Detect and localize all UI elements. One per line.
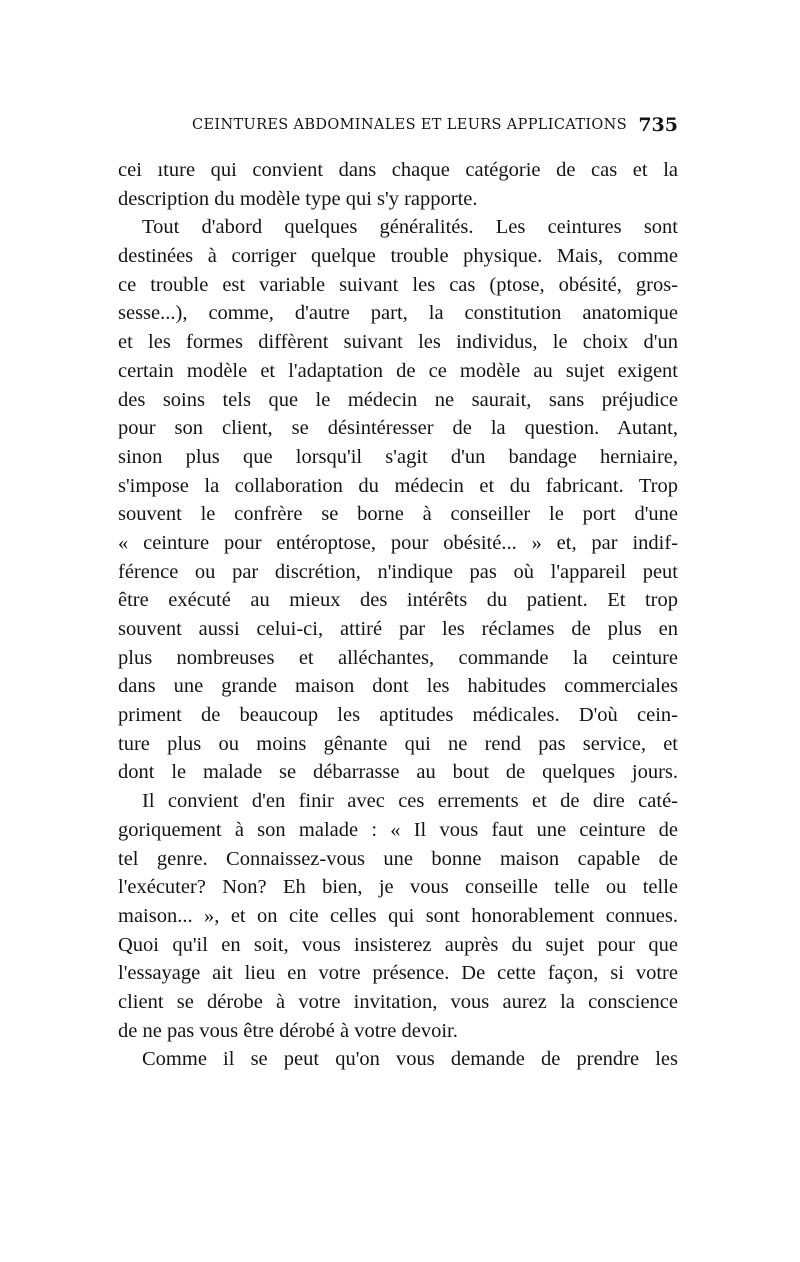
text-line: plus nombreuses et alléchantes, commande la ceinture bbox=[118, 646, 678, 669]
text-line: sinon plus que lorsqu'il s'agit d'un bandage herniaire, bbox=[118, 445, 678, 468]
text-line: Quoi qu'il en soit, vous insisterez auprès du sujet pour que bbox=[118, 933, 678, 956]
text-line: souvent aussi celui-ci, attiré par les réclames de plus en bbox=[118, 618, 678, 640]
text-line: et les formes diffèrent suivant les individus, le choix d'un bbox=[118, 331, 678, 354]
running-head bbox=[118, 114, 678, 138]
text-line: férence ou par discrétion, n'indique pas où l'appareil peut bbox=[118, 560, 678, 583]
text-line: l'exécuter? Non? Eh bien, je vous conseille telle ou telle bbox=[118, 876, 678, 899]
text-line: pour son client, se désintéresser de la question. Autant, bbox=[118, 417, 678, 440]
text-line: être exécuté au mieux des intérêts du patient. Et trop bbox=[118, 589, 678, 612]
running-title: CEINTURES ABDOMINALES ET LEURS APPLICATIONS bbox=[192, 117, 627, 133]
text-line: description du modèle type qui s'y rapporte. bbox=[118, 187, 478, 210]
text-line: sesse...), comme, d'autre part, la constitution anatomique bbox=[118, 302, 678, 325]
text-line: de ne pas vous être dérobé à votre devoir. bbox=[118, 1019, 458, 1042]
text-line: dont le malade se débarrasse au bout de quelques jours. bbox=[118, 761, 678, 784]
page-number: 735 bbox=[638, 114, 678, 136]
text-line: maison... », et on cite celles qui sont honorablement connues. bbox=[118, 904, 678, 927]
text-line: ture plus ou moins gênante qui ne rend pas service, et bbox=[118, 732, 678, 755]
text-line: dans une grande maison dont les habitudes commerciales bbox=[118, 675, 678, 698]
text-line: goriquement à son malade : « Il vous faut une ceinture de bbox=[118, 818, 678, 841]
text-line: des soins tels que le médecin ne saurait, sans préjudice bbox=[118, 388, 678, 411]
text-line: cei ıture qui convient dans chaque catégorie de cas et la bbox=[118, 159, 678, 181]
text-line: Il convient d'en finir avec ces errements et de dire caté- bbox=[142, 790, 678, 813]
text-line: l'essayage ait lieu en votre présence. De cette façon, si votre bbox=[118, 962, 678, 985]
text-line: ce trouble est variable suivant les cas (ptose, obésité, gros- bbox=[118, 273, 678, 296]
text-line: Comme il se peut qu'on vous demande de prendre les bbox=[142, 1048, 678, 1071]
body-text bbox=[118, 156, 678, 1074]
text-line: priment de beaucoup les aptitudes médicales. D'où cein- bbox=[118, 704, 678, 727]
text-line: client se dérobe à votre invitation, vous aurez la conscience bbox=[118, 990, 678, 1013]
text-line: souvent le confrère se borne à conseiller le port d'une bbox=[118, 503, 678, 526]
text-line: « ceinture pour entéroptose, pour obésité... » et, par indif- bbox=[118, 531, 678, 554]
text-line: tel genre. Connaissez-vous une bonne maison capable de bbox=[118, 847, 678, 870]
text-line: certain modèle et l'adaptation de ce modèle au sujet exigent bbox=[118, 359, 678, 382]
text-line: s'impose la collaboration du médecin et du fabricant. Trop bbox=[118, 474, 678, 497]
text-line: Tout d'abord quelques généralités. Les ceintures sont bbox=[142, 216, 678, 239]
text-line: destinées à corriger quelque trouble physique. Mais, comme bbox=[118, 245, 678, 268]
